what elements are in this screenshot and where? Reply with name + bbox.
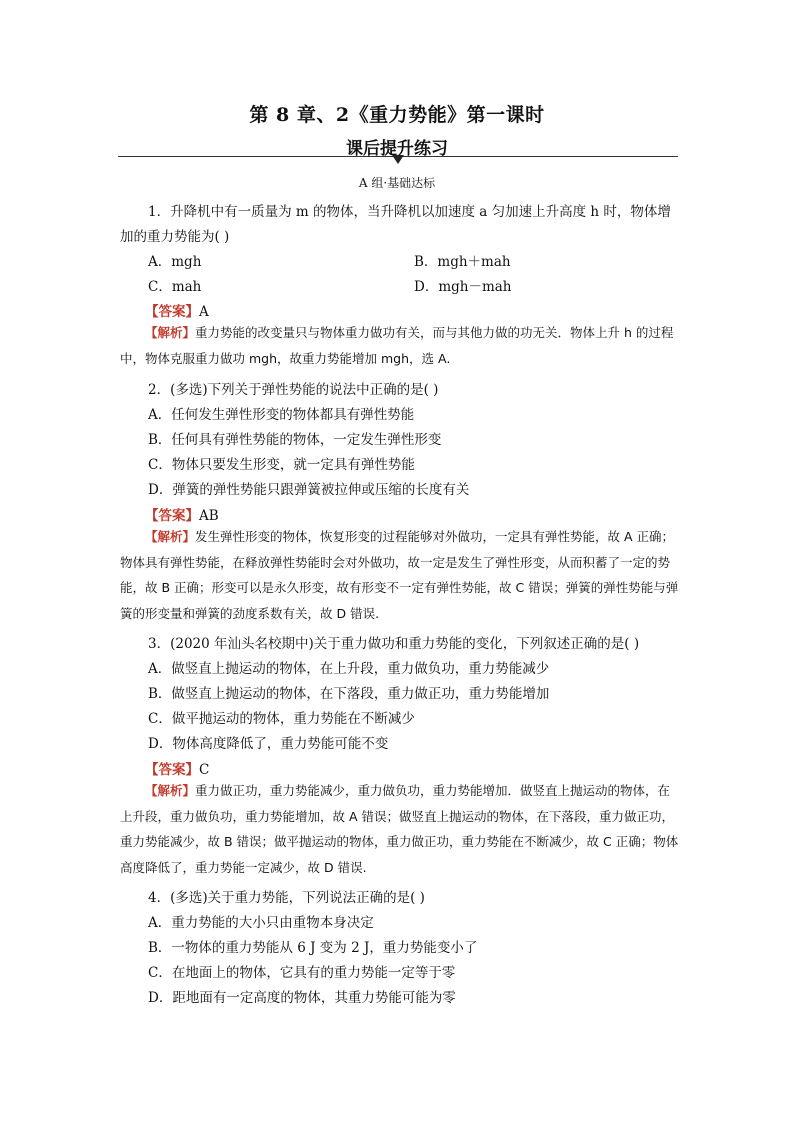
- q2-answer: [145, 504, 219, 524]
- q3-option-a: A．做竖直上抛运动的物体，在上升段，重力做负功，重力势能减少: [148, 661, 550, 677]
- answer-value: C: [199, 762, 210, 778]
- q3-analysis: [120, 778, 680, 880]
- q1-analysis: [120, 320, 680, 371]
- group-heading: A 组·基础达标: [358, 176, 436, 190]
- q4-option-c: C．在地面上的物体，它具有的重力势能一定等于零: [148, 965, 456, 981]
- q1-option-a: A．mgh: [148, 254, 202, 270]
- analysis-tag: 【解析】: [145, 529, 196, 544]
- q1-option-d: D．mgh－mah: [414, 279, 512, 295]
- q3-answer: [145, 758, 209, 778]
- analysis-text: 发生弹性形变的物体，恢复形变的过程能够对外做功，一定具有弹性势能，故 A 正确；物体具有弹性势能，在释放弹性势能时会对外做功，故一定是发生了弹性形变，从而积蓄了一定的势能，故 B 正确；形变可以是永久形变，故有形变不一定有弹性势能，故 C 错误；弹簧的弹性势能与弹簧的形变量和弹簧的劲度系数有关，故 D 错误.: [120, 529, 679, 621]
- answer-tag: 【答案】: [145, 762, 199, 778]
- q2-stem: 2．(多选)下列关于弹性势能的说法中正确的是( ): [148, 382, 439, 398]
- q2-analysis: [120, 524, 680, 626]
- q3-option-c: C．做平抛运动的物体，重力势能在不断减少: [148, 711, 415, 727]
- q1-answer: [145, 300, 209, 320]
- q2-option-b: B．任何具有弹性势能的物体，一定发生弹性形变: [148, 432, 442, 448]
- q4-option-a: A．重力势能的大小只由重物本身决定: [148, 915, 374, 931]
- q1-option-c: C．mah: [148, 279, 202, 295]
- down-arrow-icon: [392, 155, 404, 164]
- q4-option-d: D．距地面有一定高度的物体，其重力势能可能为零: [148, 990, 456, 1006]
- page-title: 第 8 章、2《重力势能》第一课时: [249, 104, 545, 126]
- analysis-tag: 【解析】: [145, 325, 196, 340]
- analysis-text: 重力势能的改变量只与物体重力做功有关，而与其他力做的功无关．物体上升 h 的过程中，物体克服重力做功 mgh，故重力势能增加 mgh，选 A.: [120, 325, 674, 366]
- q3-stem: 3．(2020 年汕头名校期中)关于重力做功和重力势能的变化，下列叙述正确的是( ): [148, 636, 640, 652]
- answer-value: AB: [199, 508, 219, 524]
- answer-tag: 【答案】: [145, 508, 199, 524]
- q4-stem: 4．(多选)关于重力势能，下列说法正确的是( ): [148, 890, 425, 906]
- q2-option-c: C．物体只要发生形变，就一定具有弹性势能: [148, 457, 415, 473]
- analysis-tag: 【解析】: [145, 783, 196, 798]
- q4-option-b: B．一物体的重力势能从 6 J 变为 2 J，重力势能变小了: [148, 940, 478, 956]
- q1-stem-line1: 1．升降机中有一质量为 m 的物体，当升降机以加速度 a 匀加速上升高度 h 时，物体增: [148, 204, 671, 220]
- page-subtitle: 课后提升练习: [346, 139, 448, 159]
- q2-option-a: A．任何发生弹性形变的物体都具有弹性势能: [148, 407, 415, 423]
- answer-tag: 【答案】: [145, 304, 199, 320]
- q3-option-d: D．物体高度降低了，重力势能可能不变: [148, 736, 389, 752]
- q3-option-b: B．做竖直上抛运动的物体，在下落段，重力做正功，重力势能增加: [148, 686, 550, 702]
- answer-value: A: [199, 304, 209, 320]
- q1-stem-line2: 加的重力势能为( ): [120, 229, 230, 245]
- q2-option-d: D．弹簧的弹性势能只跟弹簧被拉伸或压缩的长度有关: [148, 482, 470, 498]
- q1-option-b: B．mgh＋mah: [414, 254, 511, 270]
- analysis-text: 重力做正功，重力势能减少，重力做负功，重力势能增加．做竖直上抛运动的物体，在上升段，重力做负功，重力势能增加，故 A 错误；做竖直上抛运动的物体，在下落段，重力做正功，重力势能减少，故 B 错误；做平抛运动的物体，重力做正功，重力势能在不断减少，故 C 正确；物体高度降低了，重力势能一定减少，故 D 错误.: [120, 783, 679, 875]
